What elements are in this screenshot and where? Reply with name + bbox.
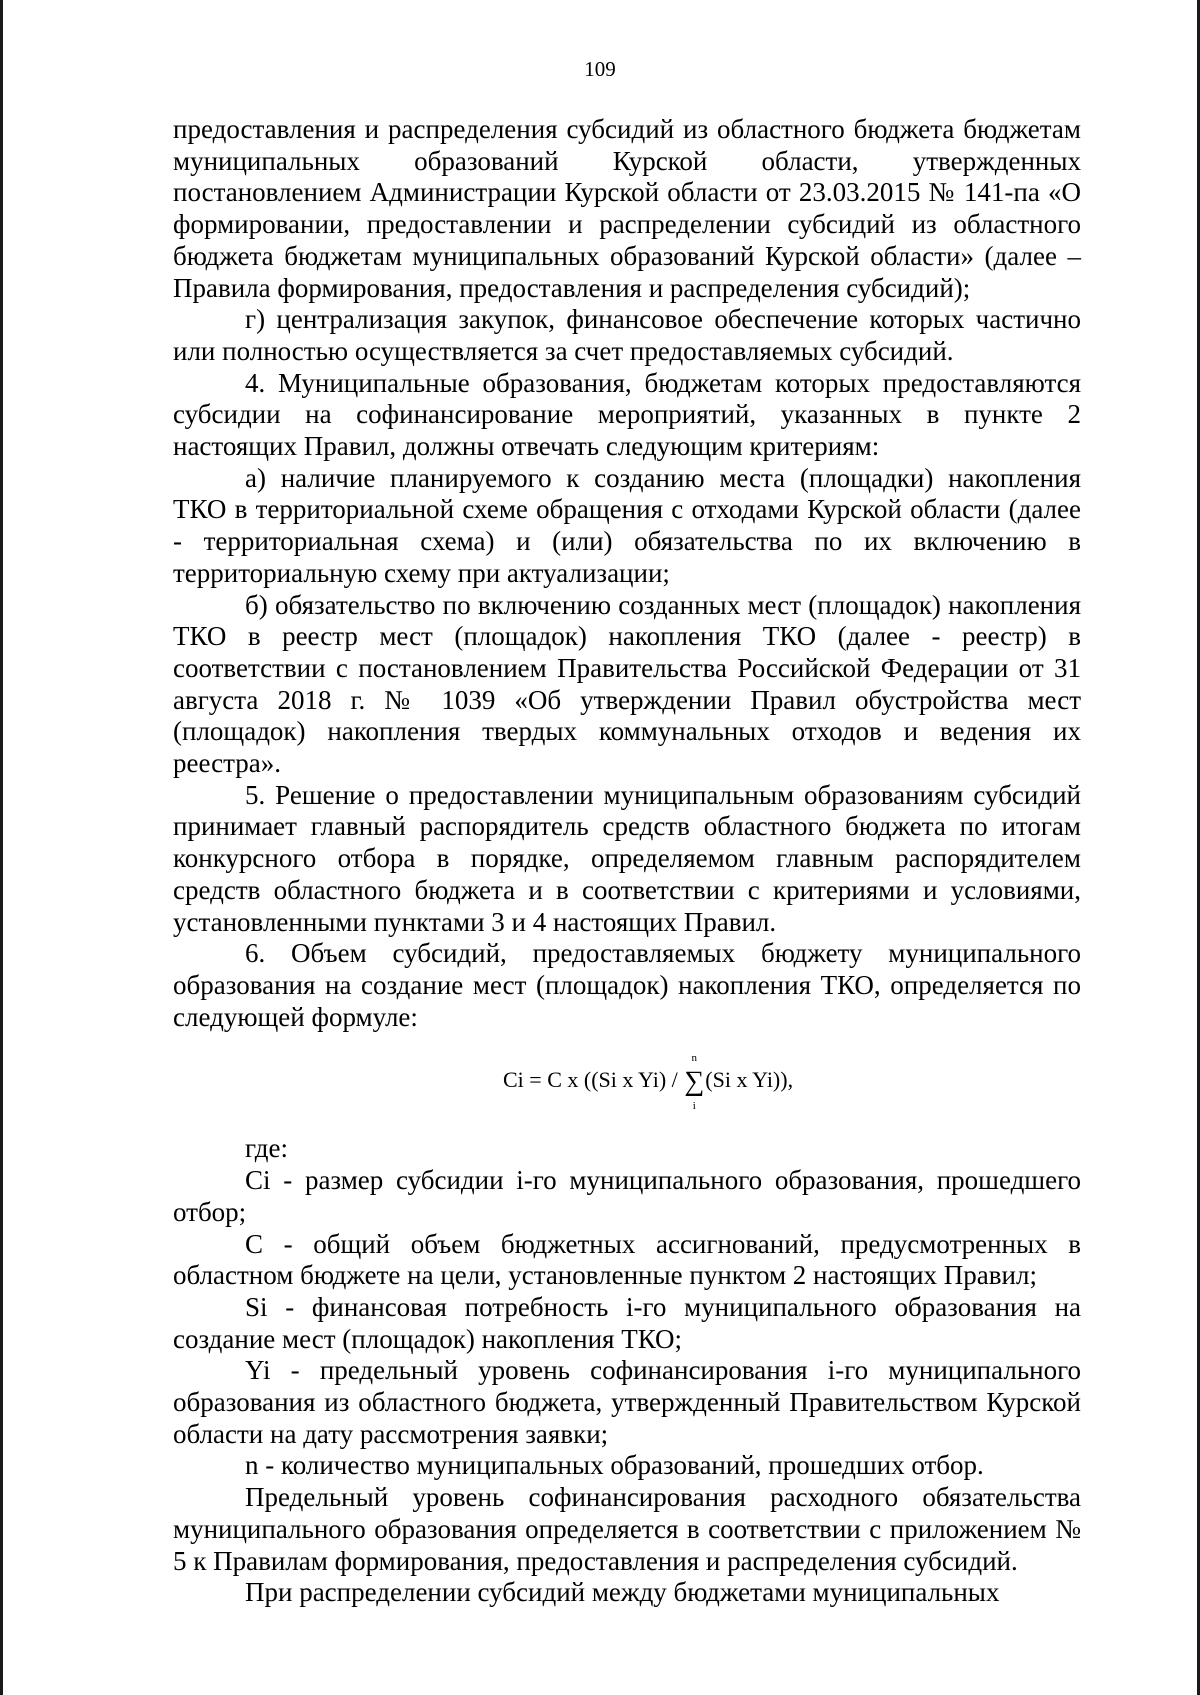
page-number: 109 [584, 57, 616, 81]
scan-edge-left [0, 0, 3, 1695]
sum-lower-limit: i [692, 1100, 696, 1113]
definition-yi: Yi - предельный уровень софинансирования i-го муниципального образования из областного бюджета, утвержденный Правительством Курской области на дату рассмотрения заявки; [173, 1355, 1081, 1449]
definition-n: n - количество муниципальных образований, прошедших отбор. [245, 1450, 984, 1481]
paragraph-4: 4. Муниципальные образования, бюджетам которых предоставляются субсидии на софинансирование мероприятий, указанных в пункте 2 настоящих Правил, должны отвечать следующим критериям: [173, 367, 1081, 462]
sum-symbol: ∑ [684, 1066, 705, 1098]
paragraph-5: 5. Решение о предоставлении муниципальным образованиям субсидий принимает главный распорядитель средств областного бюджета по итогам конкурсного отбора в порядке, определяемом главным распорядителем средств областного бюджета и в соответствии с критериями и условиями, установленными пунктами 3 и 4 настоящих Правил. [173, 779, 1081, 937]
summation-icon [683, 1052, 705, 1113]
paragraph-4b: б) обязательство по включению созданных мест (площадок) накопления ТКО в реестр мест (площадок) накопления ТКО (далее - реестр) в соответствии с постановлением Правительства Российской Федерации от 31 августа 2018 г. № 1039 «Об утверждении Правил обустройства мест (площадок) накопления твердых коммунальных отходов и ведения их реестра». [173, 589, 1081, 779]
paragraph-6: 6. Объем субсидий, предоставляемых бюджету муниципального образования на создание мест (площадок) накопления ТКО, определяется по следующей формуле: [173, 938, 1081, 1032]
document-body [173, 114, 1081, 1609]
sum-upper-limit: n [691, 1052, 698, 1065]
where-label: где: [245, 1133, 288, 1164]
paragraph-distribution: При распределении субсидий между бюджетами муниципальных [245, 1577, 1000, 1608]
subsidy-formula [173, 1039, 1081, 1121]
definition-c: C - общий объем бюджетных ассигнований, предусмотренных в областном бюджете на цели, установленные пунктом 2 настоящих Правил; [173, 1228, 1081, 1291]
formula-left: Ci = C x ((Si x Yi) / [503, 1067, 684, 1093]
paragraph-4a: а) наличие планируемого к созданию места (площадки) накопления ТКО в территориальной схеме обращения с отходами Курской области (далее - территориальная схема) и (или) обязательства по их включению в территориальную схему при актуализации; [173, 462, 1081, 588]
definition-si: Si - финансовая потребность i-го муниципального образования на создание мест (площадок) накопления ТКО; [173, 1291, 1081, 1354]
formula-right: (Si x Yi)), [705, 1067, 794, 1093]
paragraph-cofinancing-level: Предельный уровень софинансирования расходного обязательства муниципального образования определяется в соответствии с приложением № 5 к Правилам формирования, предоставления и распределения субсидий. [173, 1482, 1081, 1576]
definition-ci: Ci - размер субсидии i-го муниципального образования, прошедшего отбор; [173, 1165, 1081, 1227]
paragraph-intro: предоставления и распределения субсидий из областного бюджета бюджетам муниципальных образований Курской области, утвержденных постановлением Администрации Курской области от 23.03.2015 № 141-па «О формировании, предоставлении и распределении субсидий из областного бюджета бюджетам муниципальных образований Курской области» (далее – Правила формирования, предоставления и распределения субсидий); [173, 114, 1081, 303]
paragraph-item-g: г) централизация закупок, финансовое обеспечение которых частично или полностью осуществляется за счет предоставляемых субсидий. [173, 304, 1081, 366]
